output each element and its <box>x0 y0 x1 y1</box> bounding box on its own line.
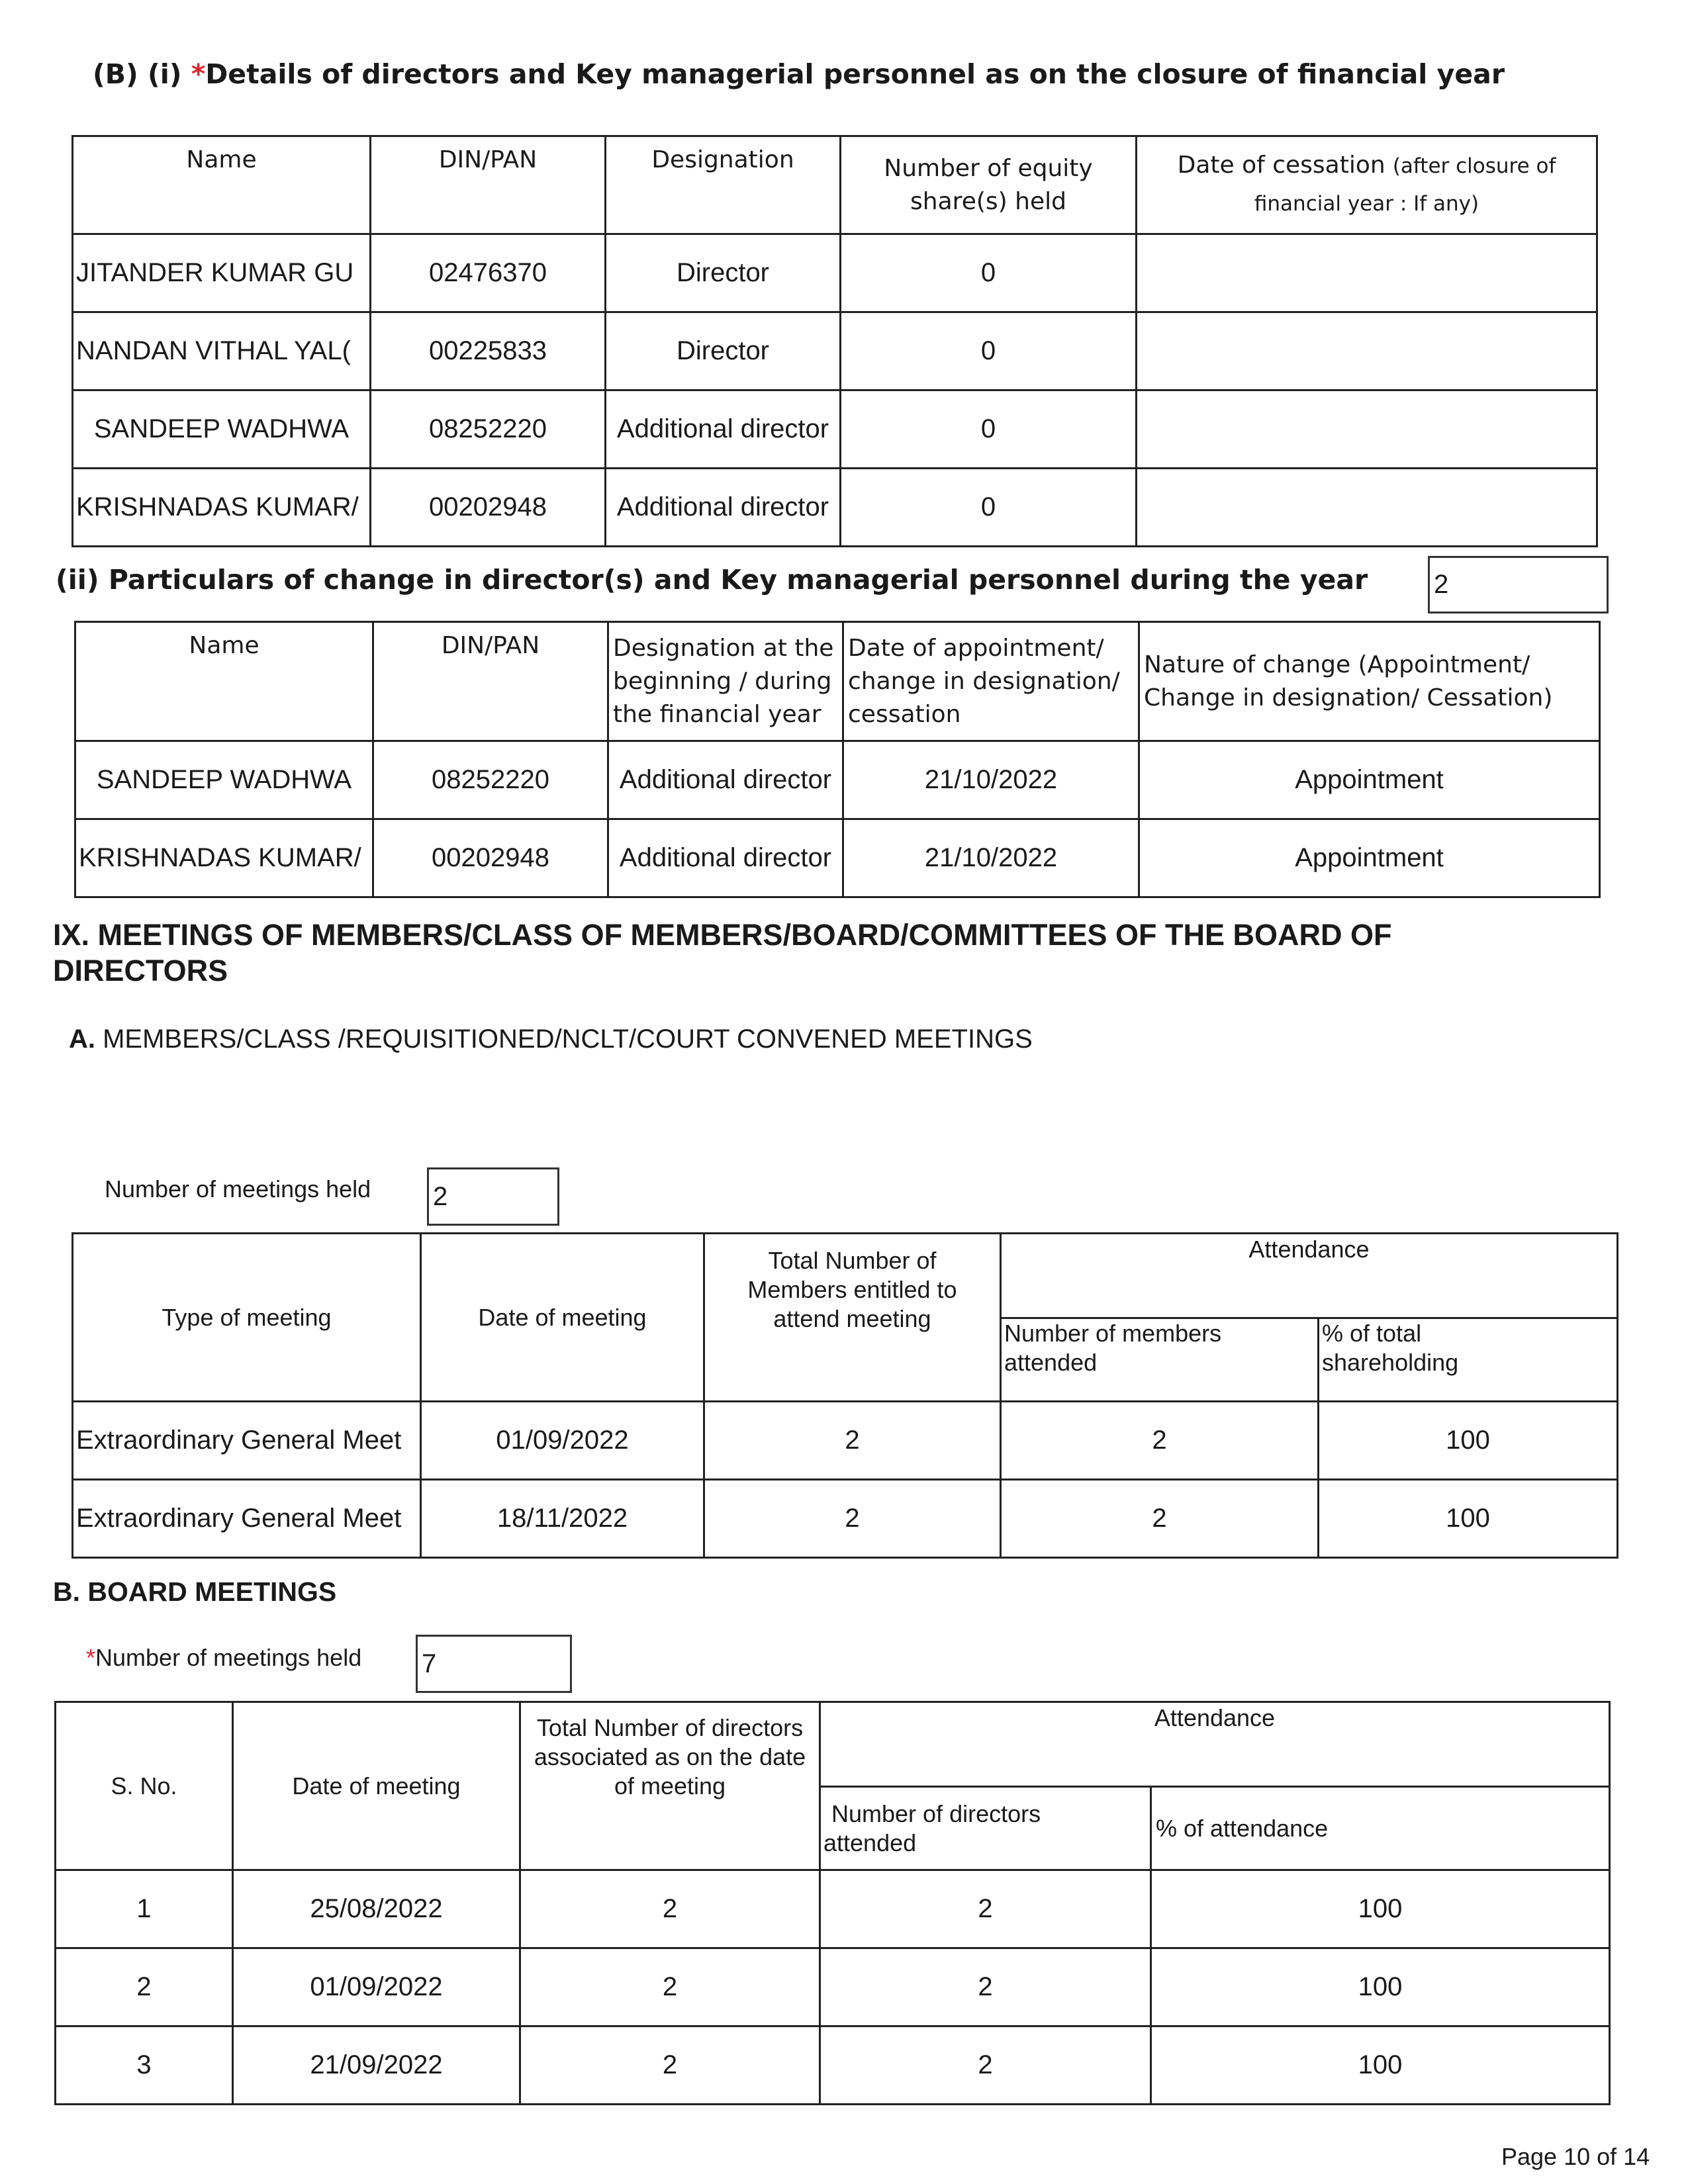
directors-table <box>71 135 1598 547</box>
col-date: Date of meeting <box>421 1234 704 1402</box>
table-row: Extraordinary General Meet 18/11/2022 2 2 100 <box>73 1480 1618 1558</box>
table-row: JITANDER KUMAR GU 02476370 Director 0 <box>73 234 1597 312</box>
col-directors-attended: Number of directors attended <box>820 1787 1151 1870</box>
col-attendance: Attendance <box>820 1702 1610 1787</box>
col-din-pan: DIN/PAN <box>371 136 606 234</box>
board-meetings-table <box>54 1701 1611 2105</box>
required-mark: * <box>86 1644 96 1671</box>
col-date: Date of appointment/ change in designation/ cessation <box>843 622 1139 741</box>
col-designation: Designation at the beginning / during the financial year <box>608 622 843 741</box>
col-pct-attendance: % of attendance <box>1151 1787 1610 1870</box>
col-name: Name <box>75 622 373 741</box>
col-attendance: Attendance <box>1001 1234 1618 1318</box>
section-b-ii-title: (ii) Particulars of change in director(s) and Key managerial personnel during the year <box>56 564 1368 596</box>
board-meetings-count-field[interactable]: 7 <box>416 1635 572 1693</box>
col-total-directors: Total Number of directors associated as on the date of meeting <box>520 1702 820 1870</box>
changes-table <box>74 621 1601 898</box>
section-ix-title: IX. MEETINGS OF MEMBERS/CLASS OF MEMBERS/BOARD/COMMITTEES OF THE BOARD OF DIRECTORS <box>53 918 1392 987</box>
section-b-i-title: (B) (i) *Details of directors and Key managerial personnel as on the closure of financial year <box>93 58 1505 90</box>
col-designation: Designation <box>606 136 841 234</box>
table-row: SANDEEP WADHWA 08252220 Additional director 0 <box>73 390 1597 469</box>
section-a-title: A. MEMBERS/CLASS /REQUISITIONED/NCLT/COURT CONVENED MEETINGS <box>69 1024 1033 1054</box>
table-row: KRISHNADAS KUMAR/ 00202948 Additional director 21/10/2022 Appointment <box>75 819 1600 897</box>
col-equity-shares: Number of equity share(s) held <box>841 136 1137 234</box>
members-meetings-label: Number of meetings held <box>105 1175 371 1203</box>
board-meetings-label: *Number of meetings held <box>86 1644 362 1671</box>
col-date: Date of meeting <box>233 1702 520 1870</box>
table-row: KRISHNADAS KUMAR/ 00202948 Additional director 0 <box>73 469 1597 547</box>
col-din-pan: DIN/PAN <box>373 622 608 741</box>
col-sno: S. No. <box>56 1702 233 1870</box>
table-row: SANDEEP WADHWA 08252220 Additional director 21/10/2022 Appointment <box>75 741 1600 819</box>
members-meetings-table <box>71 1232 1618 1559</box>
table-row: 1 25/08/2022 2 2 100 <box>56 1870 1610 1948</box>
col-cessation: Date of cessation (after closure of financial year : If any) <box>1137 136 1597 234</box>
required-mark: * <box>191 58 206 90</box>
table-row: 3 21/09/2022 2 2 100 <box>56 2026 1610 2105</box>
page-number: Page 10 of 14 <box>1501 2143 1650 2170</box>
change-count-field[interactable]: 2 <box>1428 556 1609 614</box>
members-meetings-count-field[interactable]: 2 <box>427 1167 559 1226</box>
table-row: 2 01/09/2022 2 2 100 <box>56 1948 1610 2026</box>
board-meetings-title: B. BOARD MEETINGS <box>53 1576 337 1607</box>
col-name: Name <box>73 136 371 234</box>
col-type: Type of meeting <box>73 1234 421 1402</box>
table-row: Extraordinary General Meet 01/09/2022 2 2 100 <box>73 1402 1618 1480</box>
col-members-attended: Number of members attended <box>1001 1318 1319 1402</box>
col-pct-shareholding: % of total shareholding <box>1319 1318 1618 1402</box>
table-row: NANDAN VITHAL YAL( 00225833 Director 0 <box>73 312 1597 390</box>
col-total-members: Total Number of Members entitled to attend meeting <box>704 1234 1001 1402</box>
col-nature: Nature of change (Appointment/ Change in designation/ Cessation) <box>1139 622 1600 741</box>
